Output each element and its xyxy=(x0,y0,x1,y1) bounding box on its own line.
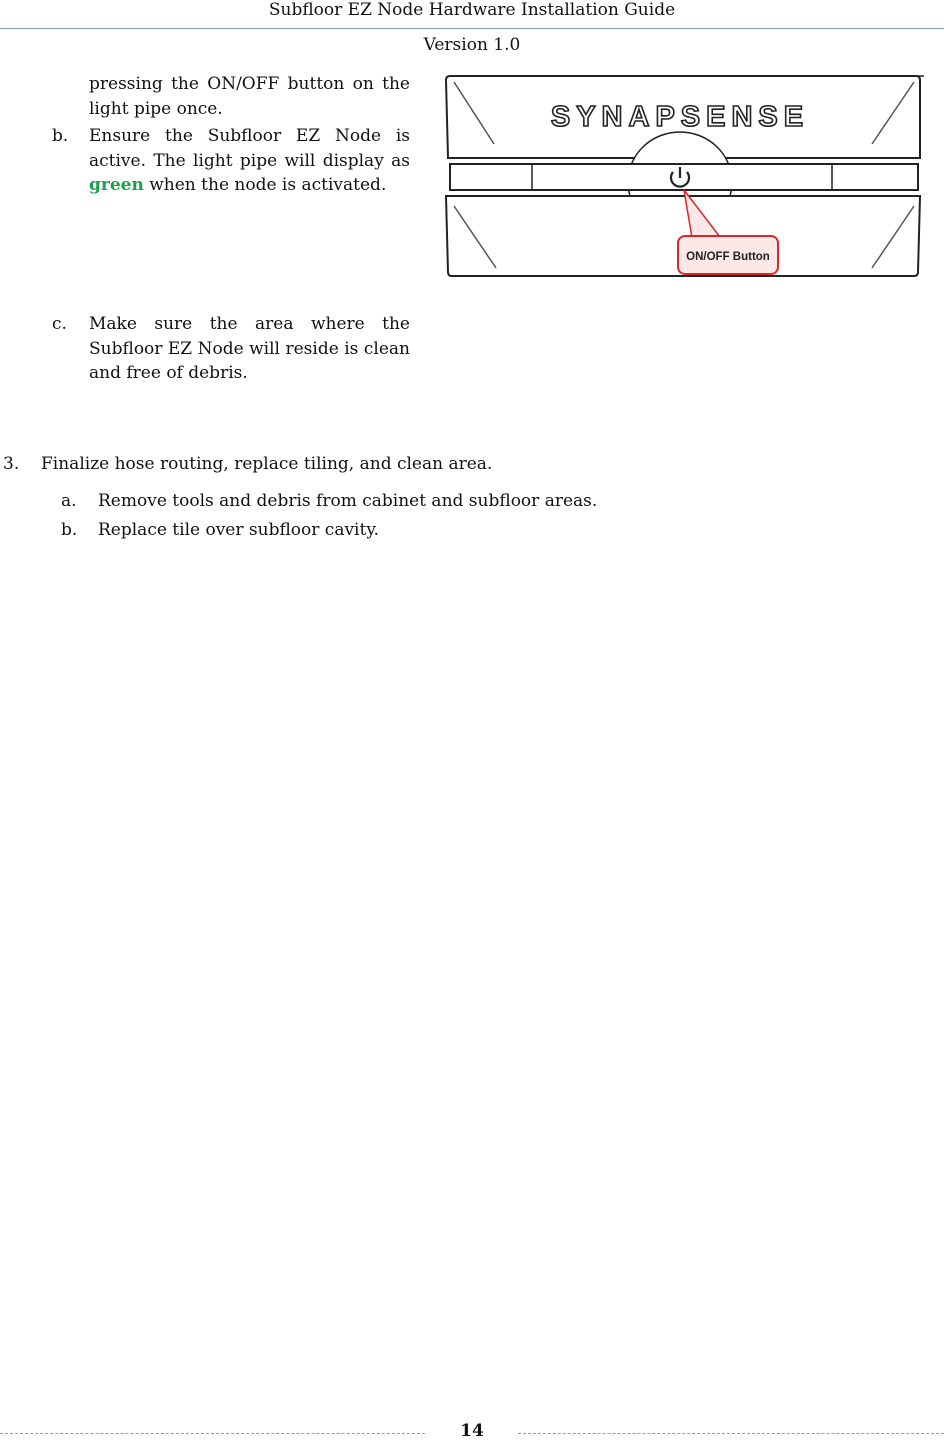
green-status-word: green xyxy=(89,175,144,195)
step-2b-text xyxy=(89,124,410,198)
step-2a-continuation: pressing the ON/OFF button on the light pipe once. xyxy=(89,74,410,119)
footer-divider-left xyxy=(0,1433,425,1434)
step-2c-text: Make sure the area where the Subfloor EZ Node will reside is clean and free of debris. xyxy=(89,314,410,383)
header-divider xyxy=(0,28,944,29)
step-3b-marker: b. xyxy=(61,520,78,540)
document-title: Subfloor EZ Node Hardware Installation Guide xyxy=(268,0,676,20)
node-front-figure xyxy=(432,66,936,288)
document-version: Version 1.0 xyxy=(423,35,521,55)
step-3-text: Finalize hose routing, replace tiling, and clean area. xyxy=(41,454,493,474)
step-3-marker: 3. xyxy=(3,454,20,474)
brand-logo: SYNAPSENSE xyxy=(550,101,810,133)
callout-label: ON/OFF Button xyxy=(686,251,770,263)
step-2b-text-post: when the node is activated. xyxy=(143,175,387,195)
step-2b-marker: b. xyxy=(52,126,69,146)
step-3a-marker: a. xyxy=(61,491,77,511)
page-number: 14 xyxy=(460,1421,484,1441)
step-3b-text: Replace tile over subfloor cavity. xyxy=(98,520,380,540)
step-2b-text-pre: Ensure the Subfloor EZ Node is active. The light pipe will display as xyxy=(89,126,410,171)
footer-divider-right xyxy=(518,1433,944,1434)
step-3a-text: Remove tools and debris from cabinet and subfloor areas. xyxy=(98,491,598,511)
step-2c-marker: c. xyxy=(52,314,67,334)
